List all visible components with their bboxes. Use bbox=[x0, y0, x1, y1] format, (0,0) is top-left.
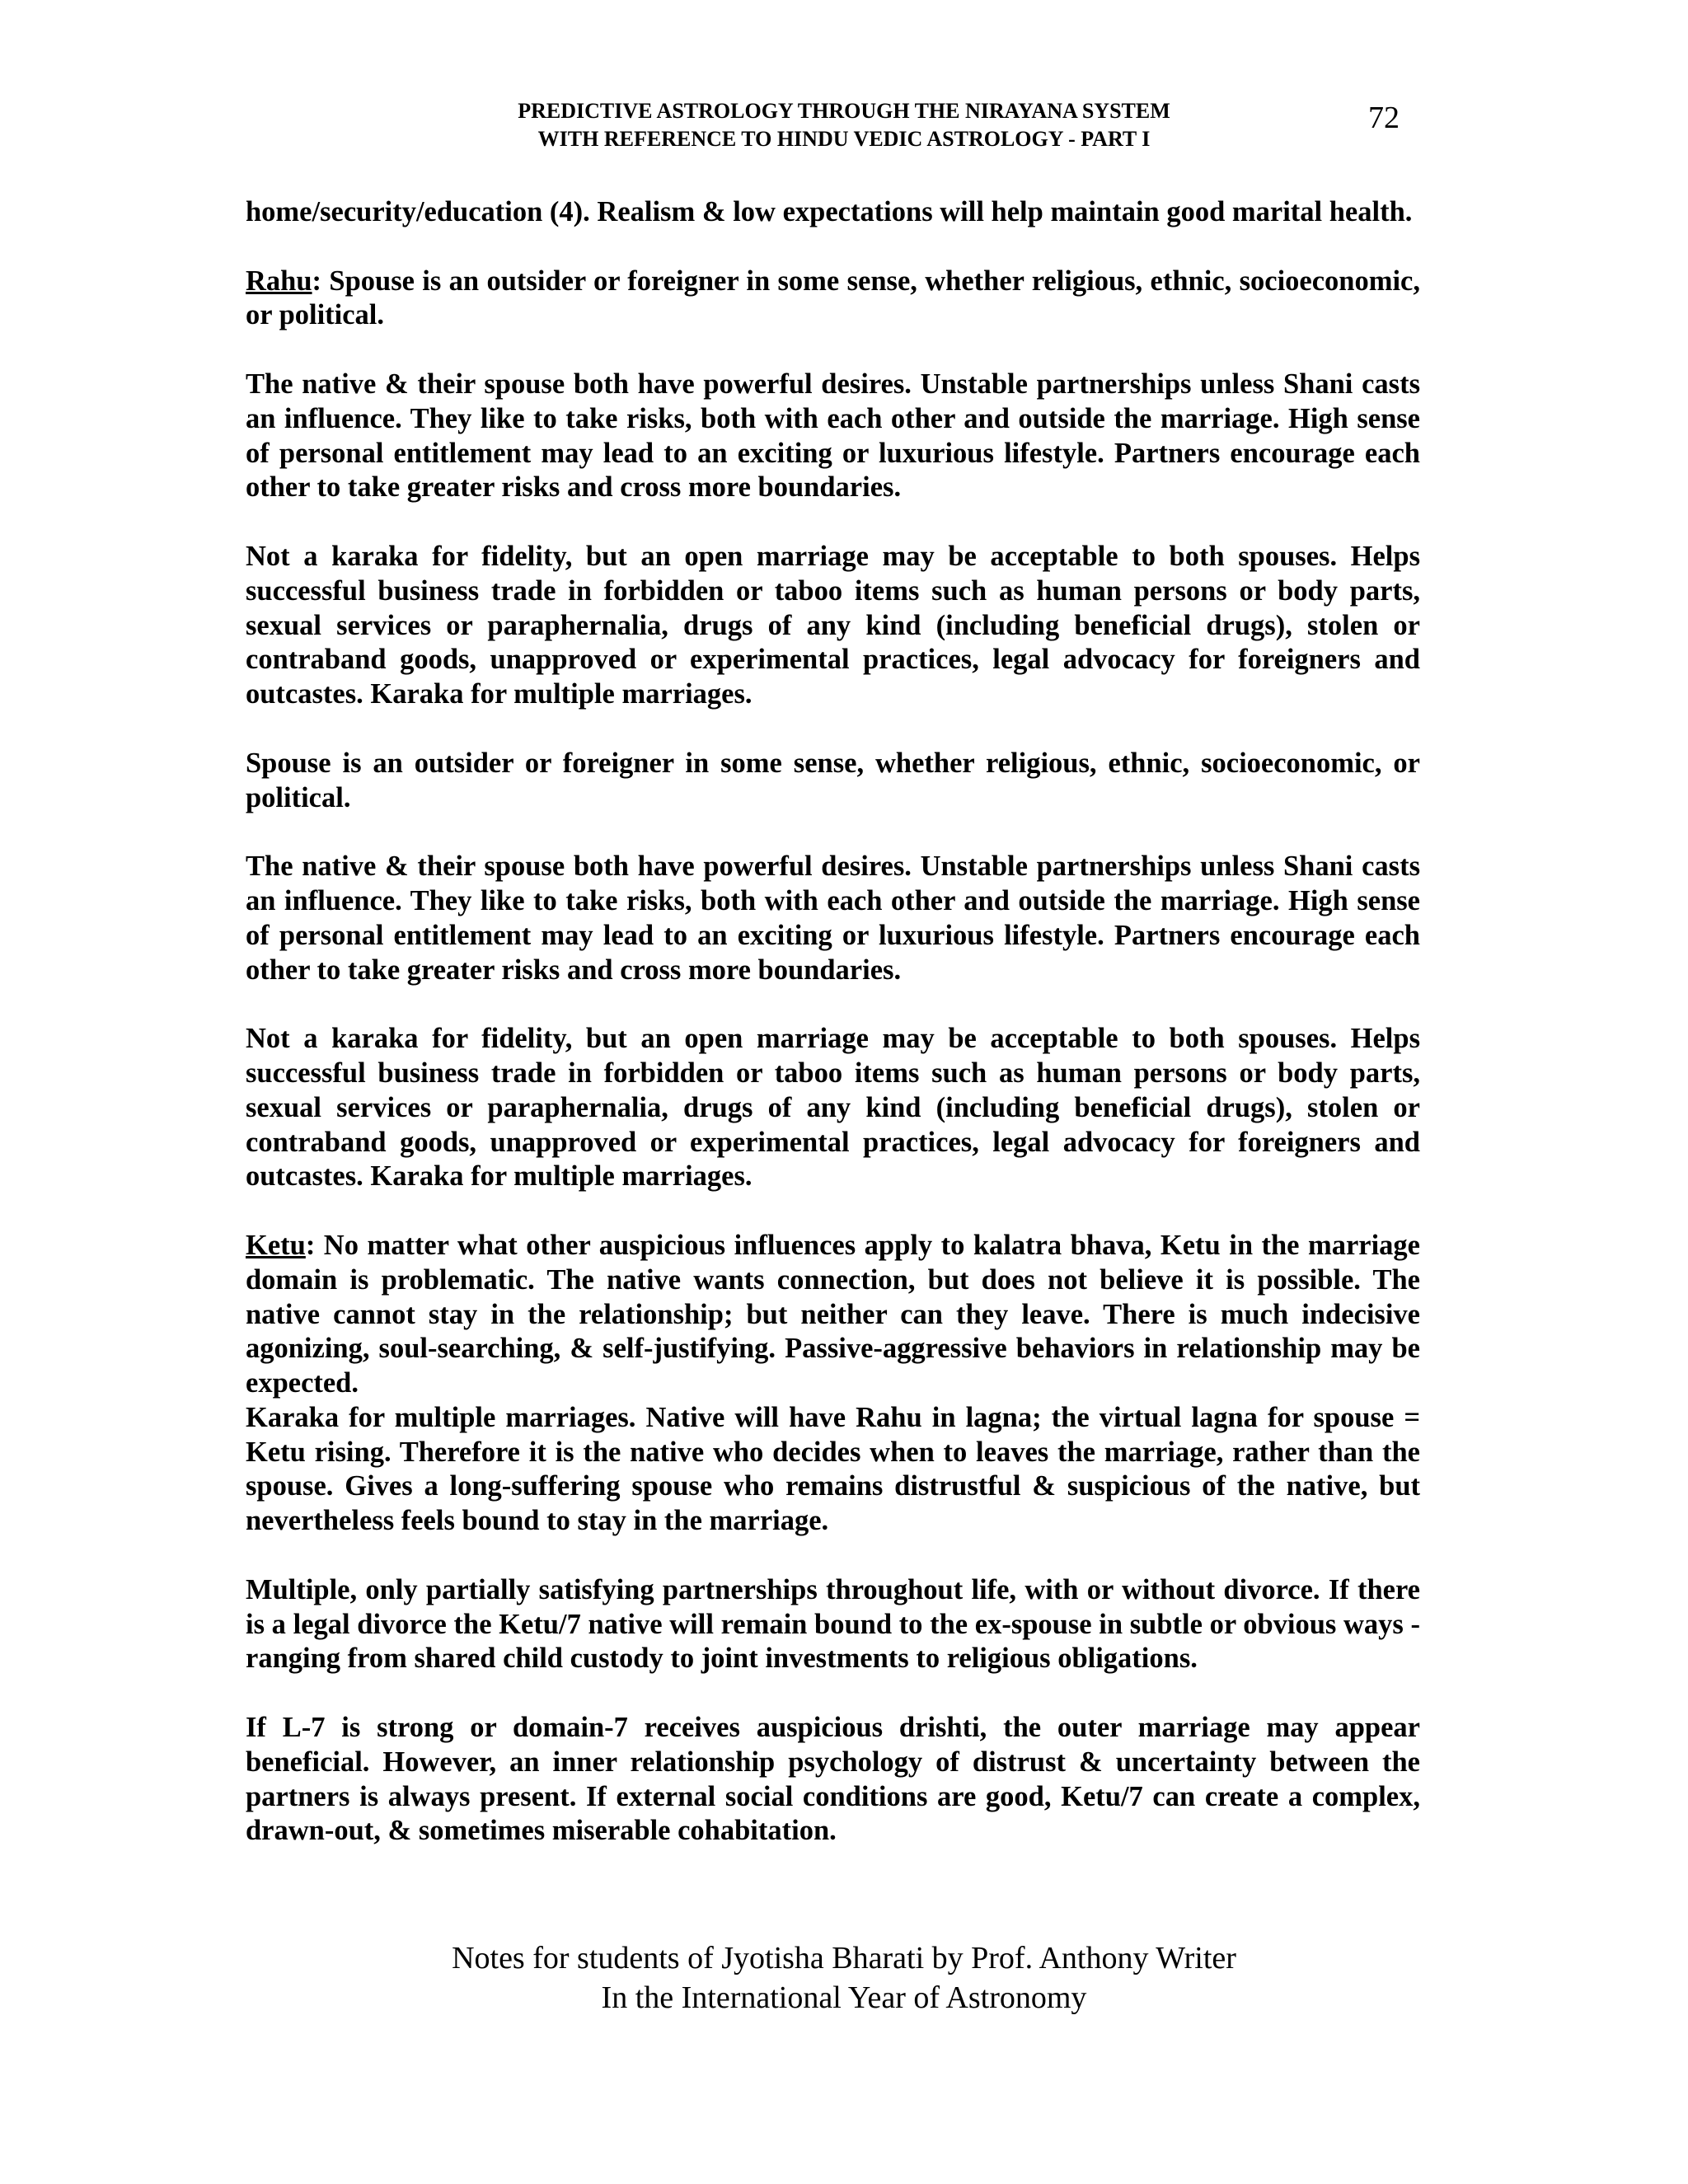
paragraph-4 bbox=[246, 540, 1420, 712]
page-number: 72 bbox=[1368, 101, 1400, 135]
paragraph-text: Multiple, only partially satisfying partnerships throughout life, with or without divorce. If there is a legal divorce the Ketu/7 native will remain bound to the ex-spouse in subtle or obvious ways - ranging from shared child custody to joint investments to religious obligations. bbox=[246, 1573, 1420, 1675]
paragraph-rahu bbox=[246, 265, 1420, 334]
paragraph-10 bbox=[246, 1573, 1420, 1676]
header-line-1: PREDICTIVE ASTROLOGY THROUGH THE NIRAYANA SYSTEM bbox=[518, 99, 1170, 123]
paragraph-3 bbox=[246, 368, 1420, 505]
paragraph-text: : Spouse is an outsider or foreigner in some sense, whether religious, ethnic, socioeconomic, or political. bbox=[246, 265, 1420, 331]
body-text bbox=[246, 195, 1420, 1883]
term-rahu: Rahu bbox=[246, 265, 312, 297]
paragraph-ketu bbox=[246, 1229, 1420, 1401]
paragraph-9 bbox=[246, 1401, 1420, 1539]
paragraph-1 bbox=[246, 195, 1420, 230]
paragraph-11 bbox=[246, 1711, 1420, 1849]
paragraph-text: Not a karaka for fidelity, but an open marriage may be acceptable to both spouses. Helps successful business trade in forbidden or taboo items such as human persons or body parts, sexual services or paraphernalia, drugs of any kind (including beneficial drugs), stolen or contraband goods, unapproved or experimental practices, legal advocacy for foreigners and outcastes. Karaka for multiple marriages. bbox=[246, 1023, 1420, 1193]
running-header bbox=[0, 97, 1688, 153]
paragraph-text: Karaka for multiple marriages. Native will have Rahu in lagna; the virtual lagna for spouse = Ketu rising. Therefore it is the native who decides when to leaves the marriage, rather than the spouse. Gives a long-suffering spouse who remains distrustful & suspicious of the native, but nevertheless feels bound to stay in the marriage. bbox=[246, 1401, 1420, 1537]
paragraph-5 bbox=[246, 747, 1420, 816]
footer-line-2: In the International Year of Astronomy bbox=[601, 1980, 1087, 2015]
paragraph-text: home/security/education (4). Realism & low expectations will help maintain good marital health. bbox=[246, 196, 1413, 227]
paragraph-text: Not a karaka for fidelity, but an open marriage may be acceptable to both spouses. Helps successful business trade in forbidden or taboo items such as human persons or body parts, sexual services or paraphernalia, drugs of any kind (including beneficial drugs), stolen or contraband goods, unapproved or experimental practices, legal advocacy for foreigners and outcastes. Karaka for multiple marriages. bbox=[246, 540, 1420, 710]
footer-line-1: Notes for students of Jyotisha Bharati by Prof. Anthony Writer bbox=[452, 1941, 1236, 1975]
paragraph-text: Spouse is an outsider or foreigner in some sense, whether religious, ethnic, socioeconomic, or political. bbox=[246, 747, 1420, 813]
paragraph-6 bbox=[246, 850, 1420, 987]
paragraph-text: : No matter what other auspicious influences apply to kalatra bhava, Ketu in the marriage domain is problematic. The native wants connection, but does not believe it is possible. The native cannot stay in the relationship; but neither can they leave. There is much indecisive agonizing, soul-searching, & self-justifying. Passive-aggressive behaviors in relationship may be expected. bbox=[246, 1229, 1420, 1399]
paragraph-7 bbox=[246, 1022, 1420, 1194]
footer bbox=[0, 1938, 1688, 2018]
header-line-2: WITH REFERENCE TO HINDU VEDIC ASTROLOGY - PART I bbox=[537, 127, 1151, 151]
term-ketu: Ketu bbox=[246, 1229, 306, 1261]
paragraph-text: If L-7 is strong or domain-7 receives auspicious drishti, the outer marriage may appear beneficial. However, an inner relationship psychology of distrust & uncertainty between the partners is always present. If external social conditions are good, Ketu/7 can create a complex, drawn-out, & sometimes miserable cohabitation. bbox=[246, 1712, 1420, 1847]
paragraph-text: The native & their spouse both have powerful desires. Unstable partnerships unless Shani casts an influence. They like to take risks, both with each other and outside the marriage. High sense of personal entitlement may lead to an exciting or luxurious lifestyle. Partners encourage each other to take greater risks and cross more boundaries. bbox=[246, 368, 1420, 504]
paragraph-text: The native & their spouse both have powerful desires. Unstable partnerships unless Shani casts an influence. They like to take risks, both with each other and outside the marriage. High sense of personal entitlement may lead to an exciting or luxurious lifestyle. Partners encourage each other to take greater risks and cross more boundaries. bbox=[246, 851, 1420, 986]
